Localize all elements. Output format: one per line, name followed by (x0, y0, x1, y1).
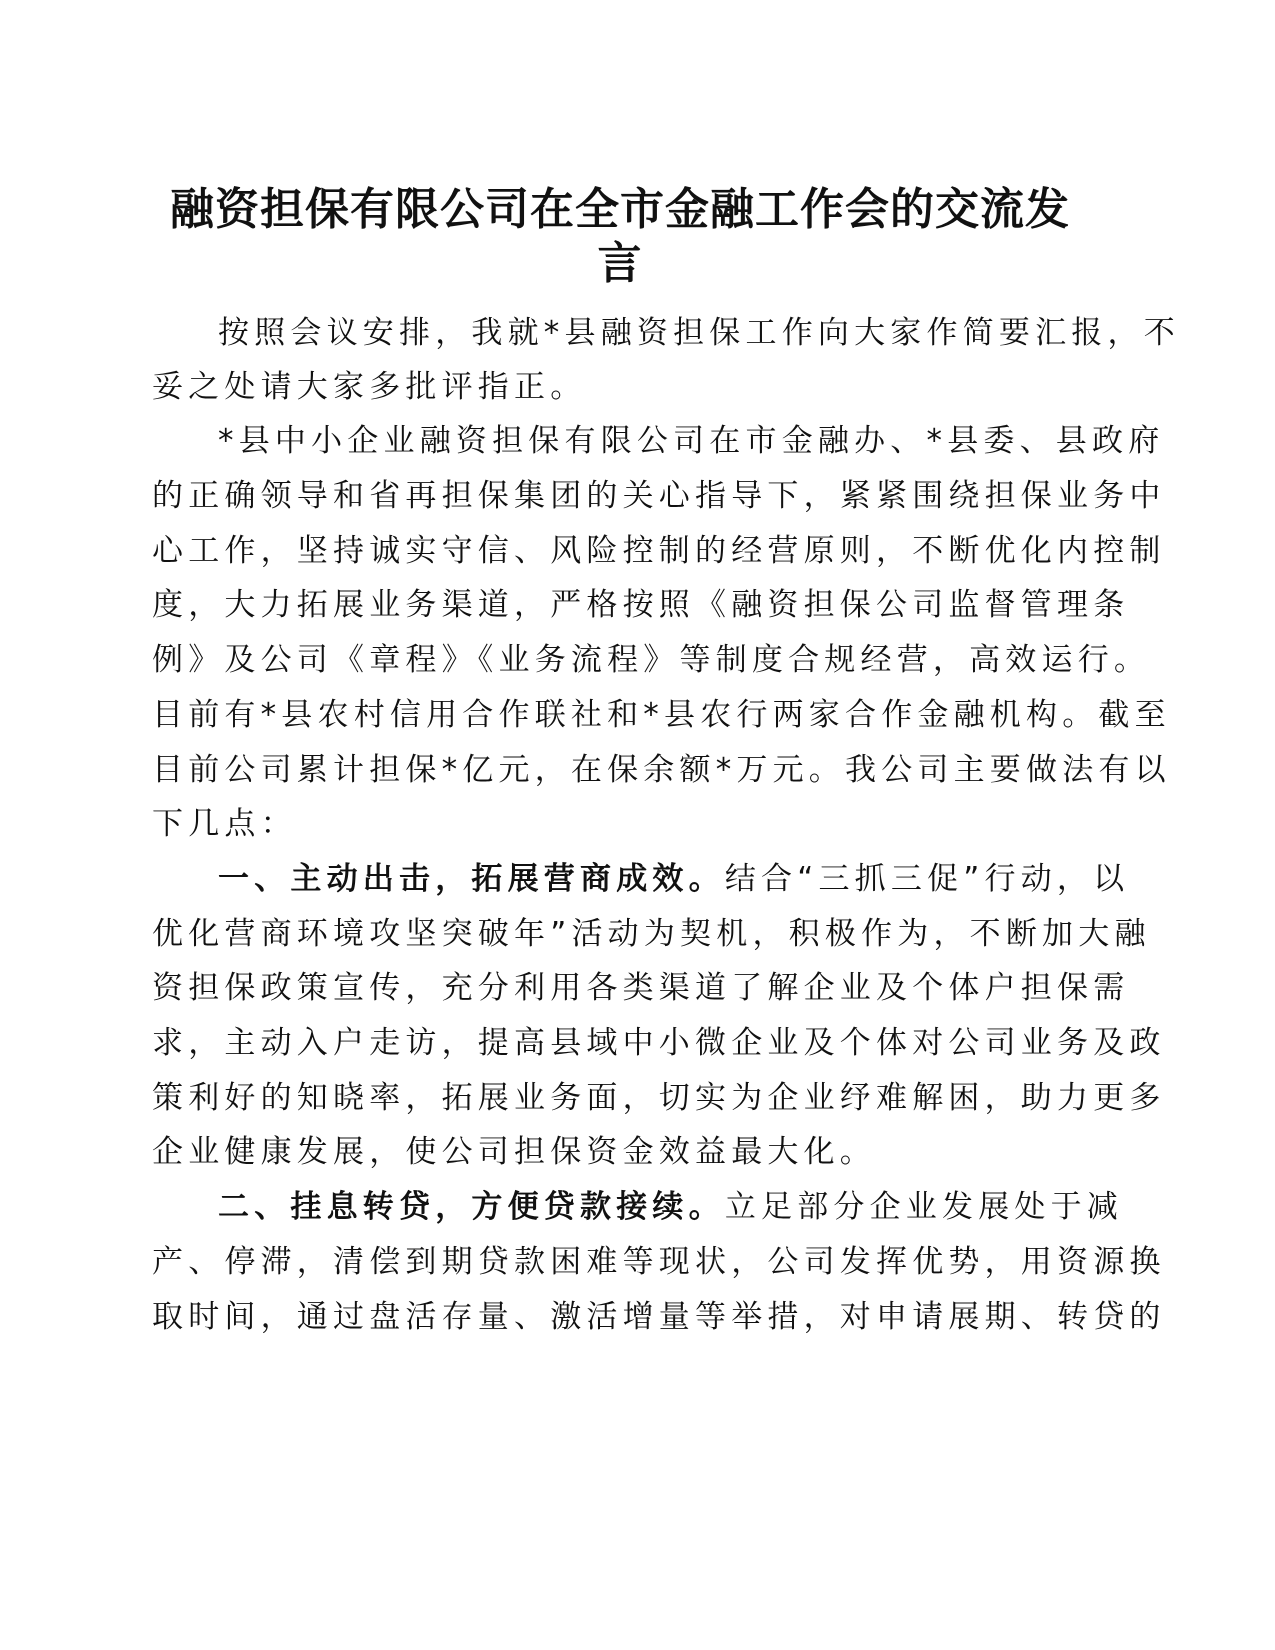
paragraph-line: 目前有*县农村信用合作联社和*县农行两家合作金融机构。截至 (152, 697, 1171, 733)
paragraph-line: 心工作，坚持诚实守信、风险控制的经营原则，不断优化内控制 (152, 533, 1166, 569)
section-paragraph-first-line (218, 1187, 1123, 1227)
document-title-line-1: 融资担保有限公司在全市金融工作会的交流发 (170, 184, 1070, 235)
paragraph-line: 产、停滞，清偿到期贷款困难等现状，公司发挥优势，用资源换 (152, 1244, 1166, 1280)
paragraph-line: 目前公司累计担保*亿元，在保余额*万元。我公司主要做法有以 (152, 752, 1171, 788)
paragraph-line: 企业健康发展，使公司担保资金效益最大化。 (152, 1134, 876, 1170)
paragraph-line: 的正确领导和省再担保集团的关心指导下，紧紧围绕担保业务中 (152, 478, 1166, 514)
section-paragraph-first-line (218, 859, 1129, 899)
paragraph-line: 取时间，通过盘活存量、激活增量等举措，对申请展期、转贷的 (152, 1299, 1166, 1335)
paragraph-line: 优化营商环境攻坚突破年”活动为契机，积极作为，不断加大融 (152, 916, 1151, 952)
paragraph-text: 立足部分企业发展处于减 (724, 1189, 1124, 1225)
paragraph-line: 资担保政策宣传，充分利用各类渠道了解企业及个体户担保需 (152, 970, 1130, 1006)
document-title-line-2: 言 (597, 238, 643, 289)
section-heading-1: 一、主动出击，拓展营商成效。 (218, 861, 725, 897)
paragraph-text: 结合“三抓三促”行动，以 (724, 861, 1130, 897)
paragraph-line: 下几点： (152, 806, 297, 842)
paragraph-line: 按照会议安排，我就*县融资担保工作向大家作简要汇报，不 (218, 315, 1180, 351)
section-heading-2: 二、挂息转贷，方便贷款接续。 (218, 1189, 725, 1225)
paragraph-line: 求，主动入户走访，提高县域中小微企业及个体对公司业务及政 (152, 1025, 1166, 1061)
paragraph-line: 策利好的知晓率，拓展业务面，切实为企业纾难解困，助力更多 (152, 1080, 1166, 1116)
paragraph-line: 度，大力拓展业务渠道，严格按照《融资担保公司监督管理条 (152, 587, 1130, 623)
paragraph-line: *县中小企业融资担保有限公司在市金融办、*县委、县政府 (218, 423, 1165, 459)
paragraph-line: 妥之处请大家多批评指正。 (152, 369, 587, 405)
paragraph-line: 例》及公司《章程》《业务流程》等制度合规经营，高效运行。 (152, 642, 1151, 678)
